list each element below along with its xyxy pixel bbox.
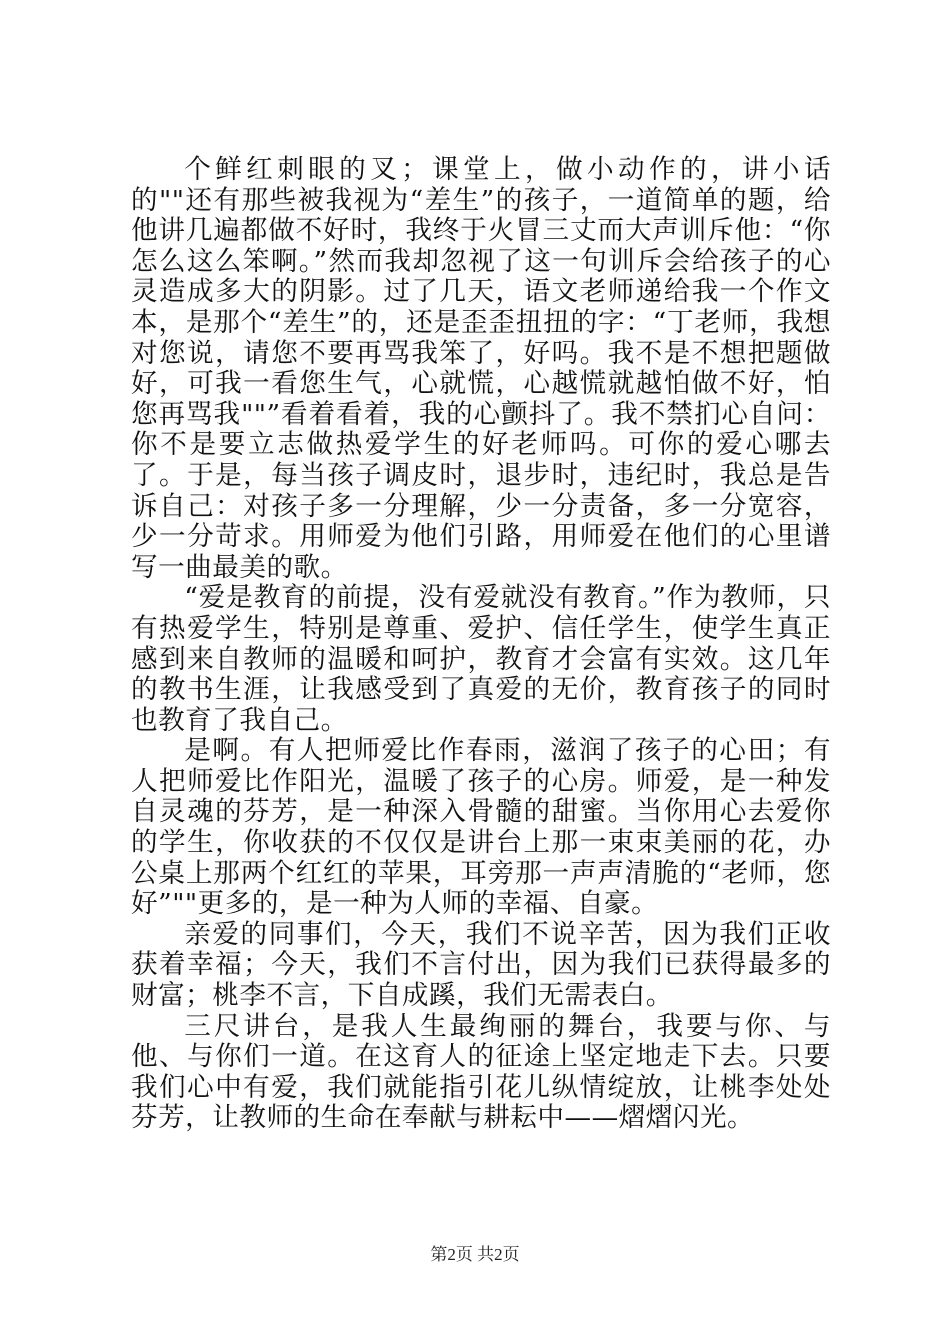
- paragraph-1: 个鲜红刺眼的叉；课堂上，做小动作的，讲小话的""还有那些被我视为“差生”的孩子，一道简单的题，给他讲几遍都做不好时，我终于火冒三丈而大声训斥他：“你怎么这么笨啊。”然而我却忽视了这一句训斥会给孩子的心灵造成多大的阴影。过了几天，语文老师递给我一个作文本，是那个“差生”的，还是歪歪扭扭的字：“丁老师，我想对您说，请您不要再骂我笨了，好吗。我不是不想把题做好，可我一看您生气，心就慌，心越慌就越怕做不好，怕您再骂我""”看着看着，我的心颤抖了。我不禁扪心自问：你不是要立志做热爱学生的好老师吗。可你的爱心哪去了。于是，每当孩子调皮时，退步时，违纪时，我总是告诉自己：对孩子多一分理解，少一分责备，多一分宽容，少一分苛求。用师爱为他们引路，用师爱在他们的心里谱写一曲最美的歌。: [131, 154, 831, 583]
- paragraph-5: 三尺讲台，是我人生最绚丽的舞台，我要与你、与他、与你们一道。在这育人的征途上坚定地走下去。只要我们心中有爱，我们就能指引花儿纵情绽放，让桃李处处芬芳，让教师的生命在奉献与耕耘中——熠熠闪光。: [131, 1010, 831, 1134]
- page-footer: 第2页 共2页: [430, 1245, 520, 1264]
- paragraph-3: 是啊。有人把师爱比作春雨，滋润了孩子的心田；有人把师爱比作阳光，温暖了孩子的心房。师爱，是一种发自灵魂的芬芳，是一种深入骨髓的甜蜜。当你用心去爱你的学生，你收获的不仅仅是讲台上那一束束美丽的花，办公桌上那两个红红的苹果，耳旁那一声声清脆的“老师，您好”""更多的，是一种为人师的幸福、自豪。: [131, 735, 831, 920]
- paragraph-2: “爱是教育的前提，没有爱就没有教育。”作为教师，只有热爱学生，特别是尊重、爱护、信任学生，使学生真正感到来自教师的温暖和呵护，教育才会富有实效。这几年的教书生涯，让我感受到了真爱的无价，教育孩子的同时也教育了我自己。: [131, 582, 831, 736]
- paragraph-4: 亲爱的同事们，今天，我们不说辛苦，因为我们正收获着幸福；今天，我们不言付出，因为我们已获得最多的财富；桃李不言，下自成蹊，我们无需表白。: [131, 918, 831, 1012]
- document-body: [131, 155, 831, 1134]
